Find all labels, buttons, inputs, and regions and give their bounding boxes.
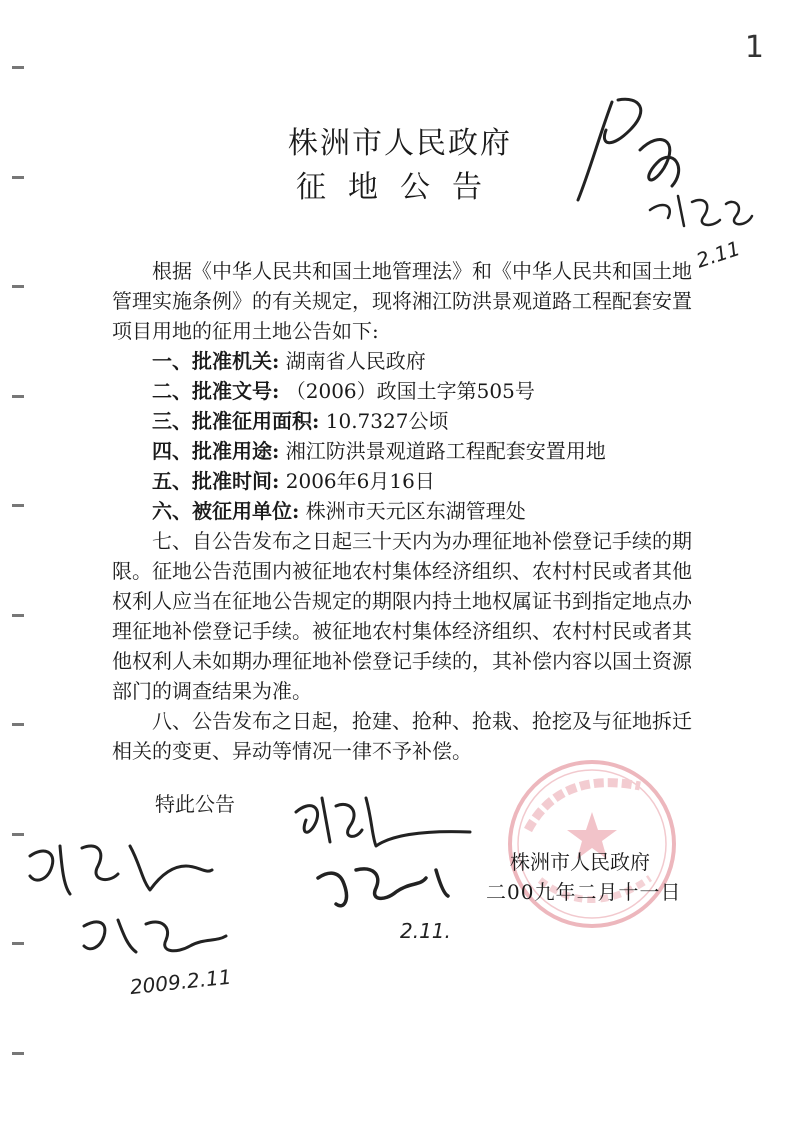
item-value: 10.7327公顷 [325,409,449,433]
paragraph-registration: 七、自公告发布之日起三十天内为办理征地补偿登记手续的期限。征地公告范围内被征地农村集体经济组织、农村村民或者其他权利人应当在征地公告规定的期限内持土地权属证书到指定地点办理征地补偿登记手续。被征地农村集体经济组织、农村村民或者其他权利人未如期办理征地补偿登记手续的，其补偿内容以国土资源部门的调查结果为准。 [112,529,692,703]
signing-date: 二00九年二月十一日 [486,880,682,904]
signature-scribble [84,920,226,952]
approval-scribble [650,196,752,226]
item-label: 四、批准用途: [152,439,280,463]
item-label: 一、批准机关: [152,349,280,373]
preamble-paragraph: 根据《中华人民共和国土地管理法》和《中华人民共和国土地管理实施条例》的有关规定，现将湘江防洪景观道路工程配套安置项目用地的征用土地公告如下: [112,259,692,343]
handwritten-date: 2.11 [693,236,744,273]
item-label: 二、批准文号: [152,379,280,403]
paragraph-no-compensation: 八、公告发布之日起，抢建、抢种、抢栽、抢挖及与征地拆迁相关的变更、异动等情况一律不予补偿。 [112,709,692,763]
item-value: 2006年6月16日 [285,469,435,493]
item-label: 六、被征用单位: [152,499,300,523]
signing-organization: 株洲市人民政府 [510,850,650,874]
item-value: 株洲市天元区东湖管理处 [305,499,526,523]
page-number-mark: 1 [744,30,764,65]
item-label: 五、批准时间: [152,469,280,493]
item-value: 湘江防洪景观道路工程配套安置用地 [285,439,606,463]
item-value: 湖南省人民政府 [285,349,426,373]
handwritten-date: 2009.2.11 [128,964,233,1000]
document-title: 株洲市人民政府 [288,126,512,161]
document-subtitle: 征地公告 [296,170,504,205]
signature-scribble [318,869,448,906]
closing-text: 特此公告 [155,792,235,816]
item-value: （2006）政国土字第505号 [285,379,535,403]
signature-scribble [30,846,212,894]
approval-scribble [578,99,679,200]
handwritten-date: 2.11. [400,919,451,943]
item-label: 三、批准征用面积: [152,409,320,433]
signature-scribble [296,798,470,846]
